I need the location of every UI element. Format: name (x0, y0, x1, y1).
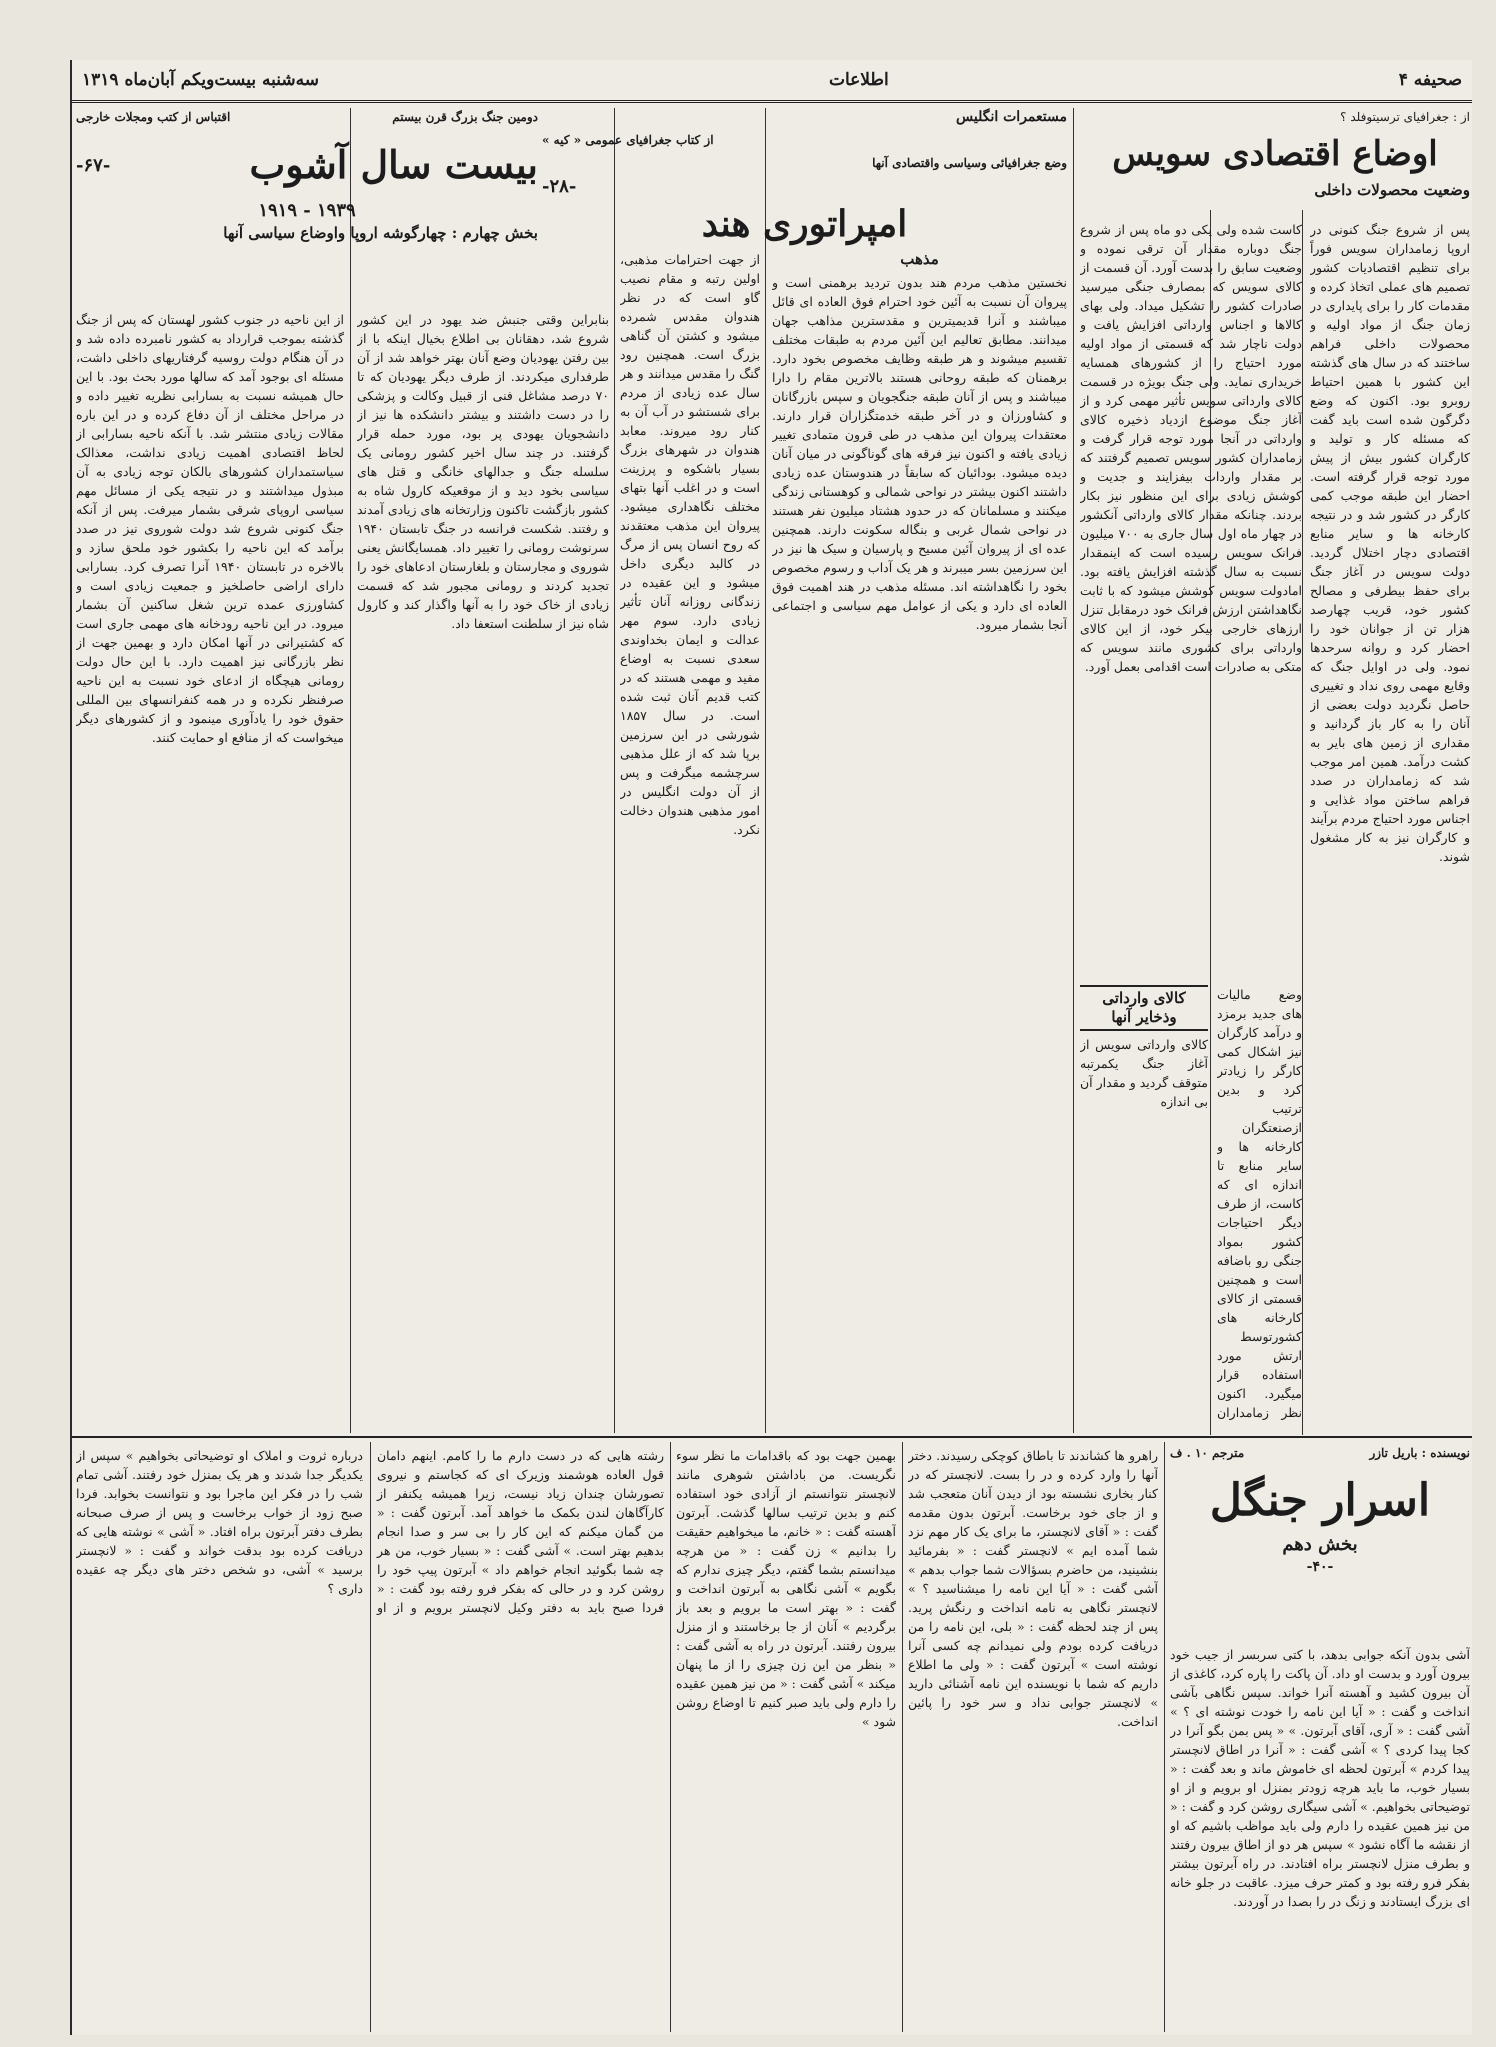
jungle-body: آشی بدون آنکه جوابی بدهد، با کتی سربسر از جیب خود بیرون آورد و بدست او داد. آن پاکت را پاره کرد، کاغذی از آن بیرون کشید و آهسته آنرا خواند. سپس نگاهی بآشی انداخت و گفت : « آیا این نامه را خودت نوشته ای ؟ » آشی گفت : « آری، آقای آبرتون. » « پس بمن بگو آنرا در کجا پیدا کردی ؟ » آشی گفت : « آنرا در اطاق لانچستر پیدا کردم » آبرتون لحظه ای خاموش ماند و بعد گفت : « بسیار خوب، ما باید هرچه زودتر بمنزل او برویم و از او توضیحاتی بخواهیم. » آشی سیگاری روشن کرد و گفت : « من نیز همین عقیده را دارم ولی باید مواظب باشیم که او از نقشه ما آگاه نشود » سپس هر دو از اطاق بیرون رفتند و بطرف منزل لانچستر براه افتادند. در راه آبرتون بیشتر بفکر فرو رفته بود و کمتر حرف میزد. عاقبت در جلو خانه ای بزرگ ایستادند و زنگ در را بصدا در آوردند. (1170, 1647, 1470, 1909)
india-body2: از جهت احترامات مذهبی، اولین رتبه و مقام نصیب گاو است که در نظر هندوان مقدس شمرده میشود و کشتن آن گناهی بزرگ است. همچنین رود گنگ را مقدس میدانند و هر سال عده زیادی از مردم برای شستشو در آب آن به کنار رود میروند. معابد هندوان در شهرهای بزرگ بسیار باشکوه و پرزینت است و در اغلب آنها بتهای مختلف نگاهداری میشود. پیروان این مذهب معتقدند که روح انسان پس از مرگ در کالبد دیگری داخل میشود و این عقیده در زندگانی روزانه آنان تأثیر زیادی دارد. سوم مهر عدالت و ایمان بخداوندی سعدی نسبت به اوضاع مفید و مهمی هستند که در کتب قدیم آنان ثبت شده است. در سال ۱۸۵۷ شورشی در این سرزمین برپا شد که از علل مذهبی سرچشمه میگرفت و پس از آن دولت انگلیس در امور مذهبی هندوان دخالت نکرد. (620, 252, 760, 837)
jungle-author: نویسنده : باریل تازر (1369, 1446, 1470, 1460)
twenty-years-column-right (357, 310, 609, 1430)
jungle-part: بخش دهم (1282, 1534, 1358, 1555)
column-rule (1164, 1442, 1165, 2032)
column-rule (1302, 210, 1303, 1435)
page-label: صحیفه ۴ (1398, 70, 1462, 90)
switzerland-lower-subhead: کالای وارداتی وذخایر آنها (1080, 985, 1208, 1031)
india-body: نخستین مذهب مردم هند بدون تردید برهمنی است و پیروان آن نسبت به آئین خود احترام فوق العاده ای قائل میباشند و آنرا قدیمیترین و مقدسترین مذاهب جهان میدانند. مطابق تعالیم این آئین مردم به طبقات مختلف تقسیم میشوند و هر طبقه وظایف مخصوص بخود دارد. برهمنان که طبقه روحانی هستند بالاترین مقام را دارا میباشند و پس از آنان طبقه جنگجویان و سپس بازرگانان و کشاورزان و در آخر طبقه خدمتگزاران قرار دارند. معتقدات پیروان این مذهب در طی قرون متمادی تغییر زیادی یافته و اکنون نیز فرقه های گوناگونی در میان آنان دیده میشود. بودائیان که سابقاً در هندوستان عده زیادی داشتند اکنون بیشتر در نواحی شمالی و کوهستانی زندگی میکنند و مسلمانان که در حدود هشتاد میلیون نفر هستند در نواحی شمال غربی و بنگاله سکونت دارند. همچنین عده ای از پیروان آئین مسیح و پارسیان و سیک ها نیز در این سرزمین بسر میبرند و هر یک آداب و رسوم مخصوص بخود را نگاهداشته اند. مسئله مذهب در هند اهمیت فوق العاده ای دارد و یکی از عوامل مهم سیاسی و اجتماعی آنجا بشمار میرود. (772, 275, 1067, 632)
jungle-body4: رشته هایی که در دست دارم ما را کامم. اینهم دامان قول العاده هوشمند وزیرک ای که کجاستم و نیروی تصورشان چندان زیاد نیست، زیرا همیشه یکنفر از کارآگاهان لندن بکمک ما خواهد آمد. آبرتون گفت : « من گمان میکنم که این کار را بی سر و صدا انجام بدهیم بهتر است. » آشی گفت : « بسیار خوب، من هر چه شما بگوئید انجام خواهم داد » آبرتون پیپ خود را روشن کرد و در حالی که بفکر فرو رفته بود گفت : « فردا صبح باید به دفتر وکیل لانچستر برویم و از او درباره ثروت و املاک او توضیحاتی بخواهیم » سپس از یکدیگر جدا شدند و هر یک بمنزل خود رفتند. آشی تمام شب را در فکر این ماجرا بود و نتوانست بخوابد. فردا صبح زود از خواب برخاست و پس از صرف صبحانه بطرف دفتر آبرتون براه افتاد. « آشی » نوشته هایی که دریافت کرده بود بدقت خواند و گفت : « لانچستر برسید » آشی، دو شخص دختر های دیگر چه عقیده داری ؟ (76, 1448, 664, 1615)
india-subkicker: وضع جغرافیائی وسیاسی واقتصادی آنها (872, 156, 1067, 170)
switzerland-header (1080, 108, 1470, 218)
twenty-years-body2: بنابراین وقتی جنبش ضد یهود در این کشور شروع شد، دهقانان بی اطلاع بخیال اینکه با از بین رفتن یهودیان وضع آنان بهتر خواهد شد از آن طرفداری میکردند. از طرف دیگر یهودیان که تا ۷۰ درصد مشاغل فنی از قبیل وکالت و پزشکی را در دست داشتند و بیشتر دانشکده ها نیز از دانشجویان یهودی پر بود، مورد حمله قرار گرفتند. در چند سال اخیر کشور رومانی یک سلسله جنگ و جدالهای خانگی و قتل های سیاسی بخود دید و از موقعیکه کارول شاه به کشور بازگشت تاکنون وزارتخانه های زیادی آمدند و رفتند. شکست فرانسه در جنگ تابستان ۱۹۴۰ سرنوشت رومانی را تغییر داد. همسایگانش یعنی شوروی و مجارستان و بلغارستان ادعاهای خود را تجدید کردند و رومانی مجبور شد که قسمت زیادی از خاک خود را به آنها واگذار کند و کارول شاه نیز از سلطنت استعفا داد. (357, 312, 609, 631)
jungle-column-1 (1170, 1645, 1470, 2030)
column-rule (902, 1442, 903, 2032)
india-kicker: مستعمرات انگلیس (956, 109, 1067, 125)
india-headline: امپراتوری هند (701, 203, 908, 245)
india-source: از کتاب جغرافیای عمومی « کیه » (542, 133, 714, 147)
jungle-headline: اسرار جنگل (1209, 1475, 1431, 1526)
switzerland-body: پس از شروع جنگ کنونی در اروپا زمامداران سویس فوراً برای تنظیم اقتصادیات کشور تصمیم های عملی اتخاذ کرده و مقدمات کار را برای پایداری در زمان جنگ از مواد اولیه و محصولات داخلی فراهم ساختند که در سال های گذشته این کشور با همین احتیاط روبرو بود. اکنون که وضع دگرگون شده است باید گفت که مسئله کار و تولید و کارگران کشور بیش از پیش مورد توجه قرار گرفته است. احضار این طبقه موجب کمی کارگر در کشور شد و در نتیجه کارخانه ها و سایر منابع اقتصادی دچار اختلال گردید. دولت سویس در آغاز جنگ برای حفظ بیطرفی و مصالح کشور خود، قریب چهارصد هزار تن از جوانان خود را احضار کرد و روانه سرحدها نمود. ولی در اوایل جنگ که وقایع مهمی روی نداد و تغییری حاصل نگردید دولت بعضی از آنان را به کار باز گردانید و مقداری از زمین های بایر به کشت درآمد. همین امر موجب شد که زمامداران در صدد فراهم ساختن مواد غذایی و اجناس مورد احتیاج مردم برآیند و کارگران نیز به کار مشغول شوند. (1310, 222, 1470, 864)
switzerland-column-mid (1080, 220, 1302, 980)
switzerland-lower-body: وضع مالیات های جدید برمزد و درآمد کارگران نیز اشکال کمی کارگر را زیادتر کرد و بدین ترتیب ازصنعتگران کارخانه ها و سایر منابع تا اندازه ای که کاست، از طرف دیگر احتیاجات کشور بمواد جنگی رو باضافه است و همچنین قسمتی از کالای کارخانه های کشورتوسط ارتش مورد استفاده قرار میگیرد. اکنون نظر زمامداران (1217, 987, 1302, 1420)
twenty-years-headline: بیست سال آشوب (249, 142, 538, 187)
jungle-column-4 (76, 1446, 664, 2030)
twenty-years-source-mid: دومین جنگ بزرگ قرن بیستم (392, 110, 538, 124)
india-subhead: مذهب (900, 250, 939, 268)
twenty-years-section: بخش چهارم : چهارگوشه اروپا واوضاع سیاسی آنها (223, 224, 538, 242)
switzerland-column-lower (1080, 985, 1208, 1425)
twenty-years-number: -۶۷- (76, 154, 111, 176)
switzerland-headline: اوضاع اقتصادی سویس (1112, 134, 1438, 174)
india-number: -۲۸- (542, 176, 577, 197)
jungle-header (1170, 1444, 1470, 1644)
twenty-years-body: از این ناحیه در جنوب کشور لهستان که پس از جنگ گذشته بموجب قرارداد به کشور نامبرده داده شد و در آن هنگام دولت روسیه گرفتاریهای داخلی داشت، مسئله ای بوجود آمد که سالها مورد بحث بود. با این حال همیشه نسبت به بسارابی نظریه تغییر داده و در مراحل مختلف از آن دفاع کرده و در این باره مقالات زیادی منتشر شد. با آنکه ناحیه بسارابی از لحاظ اقتصادی اهمیت زیادی نداشت، معذالک سیاستمداران کشورهای بالکان توجه زیادی به آن مبذول میداشتند و در نتیجه یکی از مسائل مهم سیاسی اروپای شرقی بشمار میرفت. پس از آنکه جنگ کنونی شروع شد دولت شوروی نیز در صدد برآمد که این ناحیه را بکشور خود ملحق سازد و بالاخره در تابستان ۱۹۴۰ آنرا تصرف کرد. بسارابی دارای اراضی حاصلخیز و جمعیت زیادی است و کشاورزی عمده ترین شغل ساکنین آن بشمار میرود. در این ناحیه رودخانه های مهمی جاری است که کشتیرانی در آنها امکان دارد و بهمین جهت از نظر بازرگانی نیز اهمیت دارد. با این حال دولت رومانی هیچگاه از ادعای خود نسبت به این ناحیه صرفنظر نکرده و در همه کنفرانسهای بین المللی حقوق خود را یادآوری مینمود و از کشورهای دیگر میخواست که از منافع او حمایت کنند. (76, 312, 344, 745)
column-rule (670, 1442, 671, 2032)
issue-date: سه‌شنبه بیست‌ویکم آبان‌ماه ۱۳۱۹ (82, 70, 319, 90)
switzerland-kicker: از : جغرافیای ترسیتوفلد ؟ (1340, 110, 1470, 124)
switzerland-column-narrow (1217, 985, 1302, 1425)
twenty-years-source-left: اقتباس از کتب ومجلات خارجی (76, 110, 231, 124)
jungle-number: -۴۰- (1306, 1559, 1334, 1575)
india-column-right (772, 250, 1067, 1430)
india-header (542, 108, 1067, 248)
india-column-left (620, 250, 760, 1430)
switzerland-footer: کالای وارداتی سویس از آغاز جنگ یکمرتبه متوقف گردید و مقدار آن بی اندازه (1080, 1037, 1208, 1109)
twenty-years-years: ۱۹۳۹ - ۱۹۱۹ (258, 200, 356, 221)
paper-name: اطلاعات (828, 70, 889, 90)
jungle-column-3 (676, 1446, 896, 2030)
column-rule (614, 108, 615, 1433)
twenty-years-header (76, 108, 538, 308)
newspaper-page (70, 60, 1472, 2035)
twenty-years-column-left (76, 310, 344, 1430)
switzerland-subhead: وضعیت محصولات داخلی (1314, 181, 1470, 199)
jungle-translator: مترجم ۱۰ . ف (1170, 1446, 1245, 1460)
column-rule (1073, 108, 1074, 1433)
jungle-body3: بهمین جهت بود که باقدامات ما نظر سوء نگریست. من باداشتن شوهری مانند لانچستر نتوانستم از آزادی خود استفاده کنم و بدین ترتیب سالها گذشت. آبرتون آهسته گفت : « خانم، ما میخواهیم حقیقت را بدانیم » زن گفت : « من هرچه میدانستم بشما گفتم، دیگر چیزی ندارم که بگویم » آشی نگاهی به آبرتون انداخت و گفت : « بهتر است ما برویم و بعد باز برگردیم » آنان از جا برخاستند و از منزل بیرون رفتند. آبرتون در راه به آشی گفت : « بنظر من این زن چیزی را از ما پنهان میکند » آشی گفت : « من نیز همین عقیده را دارم ولی باید صبر کنیم تا اوضاع روشن شود » (676, 1448, 896, 1729)
switzerland-column-right (1310, 220, 1470, 1430)
jungle-body2: راهرو ها کشاندند تا باطاق کوچکی رسیدند. دختر آنها را وارد کرده و در را بست. لانچستر که در کنار بخاری نشسته بود از دیدن آنان متعجب شد و از جای خود برخاست. آبرتون بدون مقدمه گفت : « آقای لانچستر، ما برای یک کار مهم نزد شما آمده ایم » لانچستر گفت : « بفرمائید بنشینید، من حاضرم بسؤالات شما جواب بدهم » آشی گفت : « آیا این نامه را میشناسید ؟ » لانچستر نگاهی به نامه انداخت و رنگش پرید. پس از چند لحظه گفت : « بلی، این نامه را من دریافت کرده بودم ولی نمیدانم چه کسی آنرا نوشته است » آبرتون گفت : « ولی ما اطلاع داریم که شما با نویسنده این نامه آشنائی دارید » لانچستر جوابی نداد و سر خود را پائین انداخت. (908, 1448, 1158, 1729)
jungle-column-2 (908, 1446, 1158, 2030)
section-divider (72, 1436, 1472, 1438)
masthead (72, 60, 1472, 103)
switzerland-mid-body: کاست شده ولی یکی دو ماه پس از شروع جنگ دوباره مقدار آن ترقی نموده و وضعیت سابق را بدست آورد. آن قسمت از کالای سویس که بمصارف جنگی میرسید صادرات کشور را تشکیل میداد. ولی بهای کالاها و اجناس وارداتی افزایش یافت و دولت ناچار شد که قسمتی از مواد اولیه مورد احتیاج را از کشورهای همسایه خریداری نماید. ولی جنگ بویژه در قسمت کالای وارداتی سویس تأثیر مهمی کرد و از آغاز جنگ موضوع ازدیاد ذخیره کالای وارداتی در آنجا مورد توجه قرار گرفت و زمامداران کشور سویس تصمیم گرفتند که بر مقدار واردات بیفزایند و جدیت و کوشش زیادی برای این منظور نیز بکار بردند. چنانکه مقدار کالای وارداتی آنکشور در چهار ماه اول سال جاری به ۷۰۰ میلیون فرانک سویس رسیده است که اینمقدار نسبت به سال گذشته افزایش یافته بود. امادولت سویس کوشش میشود که با ثابت نگاهداشتن ارزش فرانک خود درمقابل تنزل ارزهای خارجی بیکر خود، از این کالای وارداتی برای کشوری مانند سویس که متکی به صادرات است اقدامی بعمل آورد. (1080, 222, 1302, 674)
column-rule (765, 108, 766, 1433)
